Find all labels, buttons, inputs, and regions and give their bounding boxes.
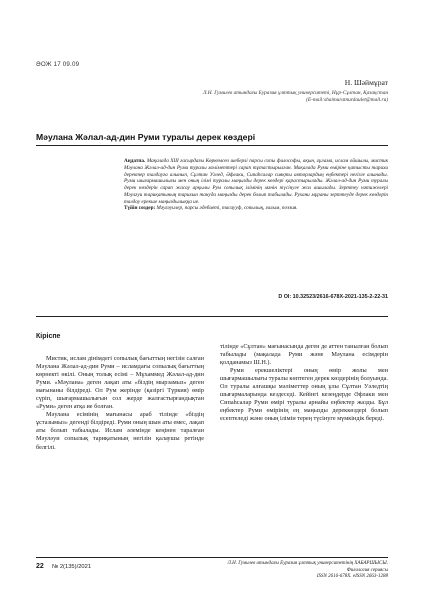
keywords-label: Түйін сөздер: [124, 205, 156, 212]
paragraph: Руми ерекшеліктері оның өмір жолы мен шығармашылығы туралы көптеген дерек көздерінің болуында. Ол туралы алғашқы мәліметтер оның ұлы Сұлтан Уәледтің шығармаларында кездеседі. Кейінгі кезеңдерде Әфлаки мен Сипаһсалар Руми өмірі туралы арнайы еңбектер жазды. Бұл еңбектер Руми өмірінің ең маңызды дереккөздері болып есептеледі және оның ілімін терең түсінуге мүмкіндік береді. [220, 367, 388, 423]
column-right [220, 343, 388, 423]
page-number: 22 [36, 563, 44, 570]
paragraph: тілінде «Сұлтан» мағынасында деген де аттен танылған болып табылады (мақалада Руми және Мәулана есімдерін қолданамыз Ш.Н.). [220, 343, 388, 367]
keywords-text: Мәуләуилер, парсы әдебиеті, тасаууф, сопылық, ғалым, поэзия. [156, 205, 298, 212]
author-affiliation [88, 90, 388, 104]
issue-number: № 2(135)/2021 [52, 564, 92, 570]
abstract-text: Мақалада XIII ғасырдағы Көркемсөз шеберлі парсы сопы философы, ақын, ғұлама, ислам ойшылы, мистик Мәулана Жәлал-ад-дин Руми туралы мәліметтері сарап тұтастырылған. Мақалада Руми өміріне қатысты тарихи деректер талдауға алынып, Сұлтан Уәлед, Әфлаки, Сипаһсалар сияқты авторлардың еңбектері негізге алынады. Руми шығармашылығы мен оның ілімі туралы маңызды дерек көздері қарастырылады. Жәлал-ад-дин Руми туралы дерек көздерін сарап жасау арқылы Рум сопылық ілімінің мәнін түсінуге жол ашылады. Зерттеу нәтижелері Мәуләуи тариқатының тарихын тануда маңызды дерек болып табылады. Рухани мұраны зерттеуде дерек көздерін талдау ерекше маңыздылыққа ие. [124, 158, 389, 205]
journal-series: Филология сериясы [346, 567, 388, 573]
article-title: Мәулана Жәлал-ад-дин Руми туралы дерек көздері [36, 132, 256, 142]
paragraph: Мистик, ислам дінімдегі сопылық бағыттың негізін салған Мәулана Жәлал-ад-дин Руми – исламдағы сопылық бағыттың көрнекті өкілі. Оның толық есімі – Мұхаммед Жәлал-ад-дин Руми. «Мәулана» деген лақап аты «біздің мырзамыз» деген мағынаны білдіреді. Ол Рум жерінде (қазіргі Түркия) өмір сүріп, шығармашылығын сол жерде жалғастырғандықтан «Руми» деген атқа ие болған. [36, 355, 204, 411]
title-rule [36, 145, 388, 146]
journal-title: Л.Н. Гумилев атындағы Еуразия ұлттық университетінің ХАБАРШЫСЫ. [227, 561, 388, 566]
journal-issn: ISSN 2616-678X. eISSN 2663-1288 [316, 574, 388, 580]
intro-heading: Кіріспе [36, 333, 61, 340]
journal-info [158, 561, 388, 581]
author-name: Н. Шәймұрат [344, 78, 388, 87]
affiliation-line: Л.Н. Гумилев атындағы Еуразия ұлттық университеті, Нұр-Сұлтан, Қазақстан [202, 90, 388, 96]
abstract-label: Аңдатпа. [124, 158, 146, 164]
footer-rule [36, 557, 388, 558]
abstract-block [124, 158, 388, 212]
doi: D OI: 10.32523/2616-678X-2021-135-2-22-31 [278, 294, 388, 300]
paragraph: Мәулана есімінің мағынасы араб тілінде «біздің ұстазымыз» дегенді білдіреді. Руми оның шын аты емес, лақап аты болып табылады. Ислам әлемінде кеңінен таралған Мәуләуи сопылық тариқатының негізін қалаушы ретінде белгілі. [36, 411, 204, 451]
column-left [36, 355, 204, 452]
udc-code: ӘОЖ 17 09.09 [36, 61, 80, 68]
email-line: (E-mail:shaimuratnurdaulet@mail.ru) [306, 97, 388, 103]
doi-rule [36, 316, 388, 317]
